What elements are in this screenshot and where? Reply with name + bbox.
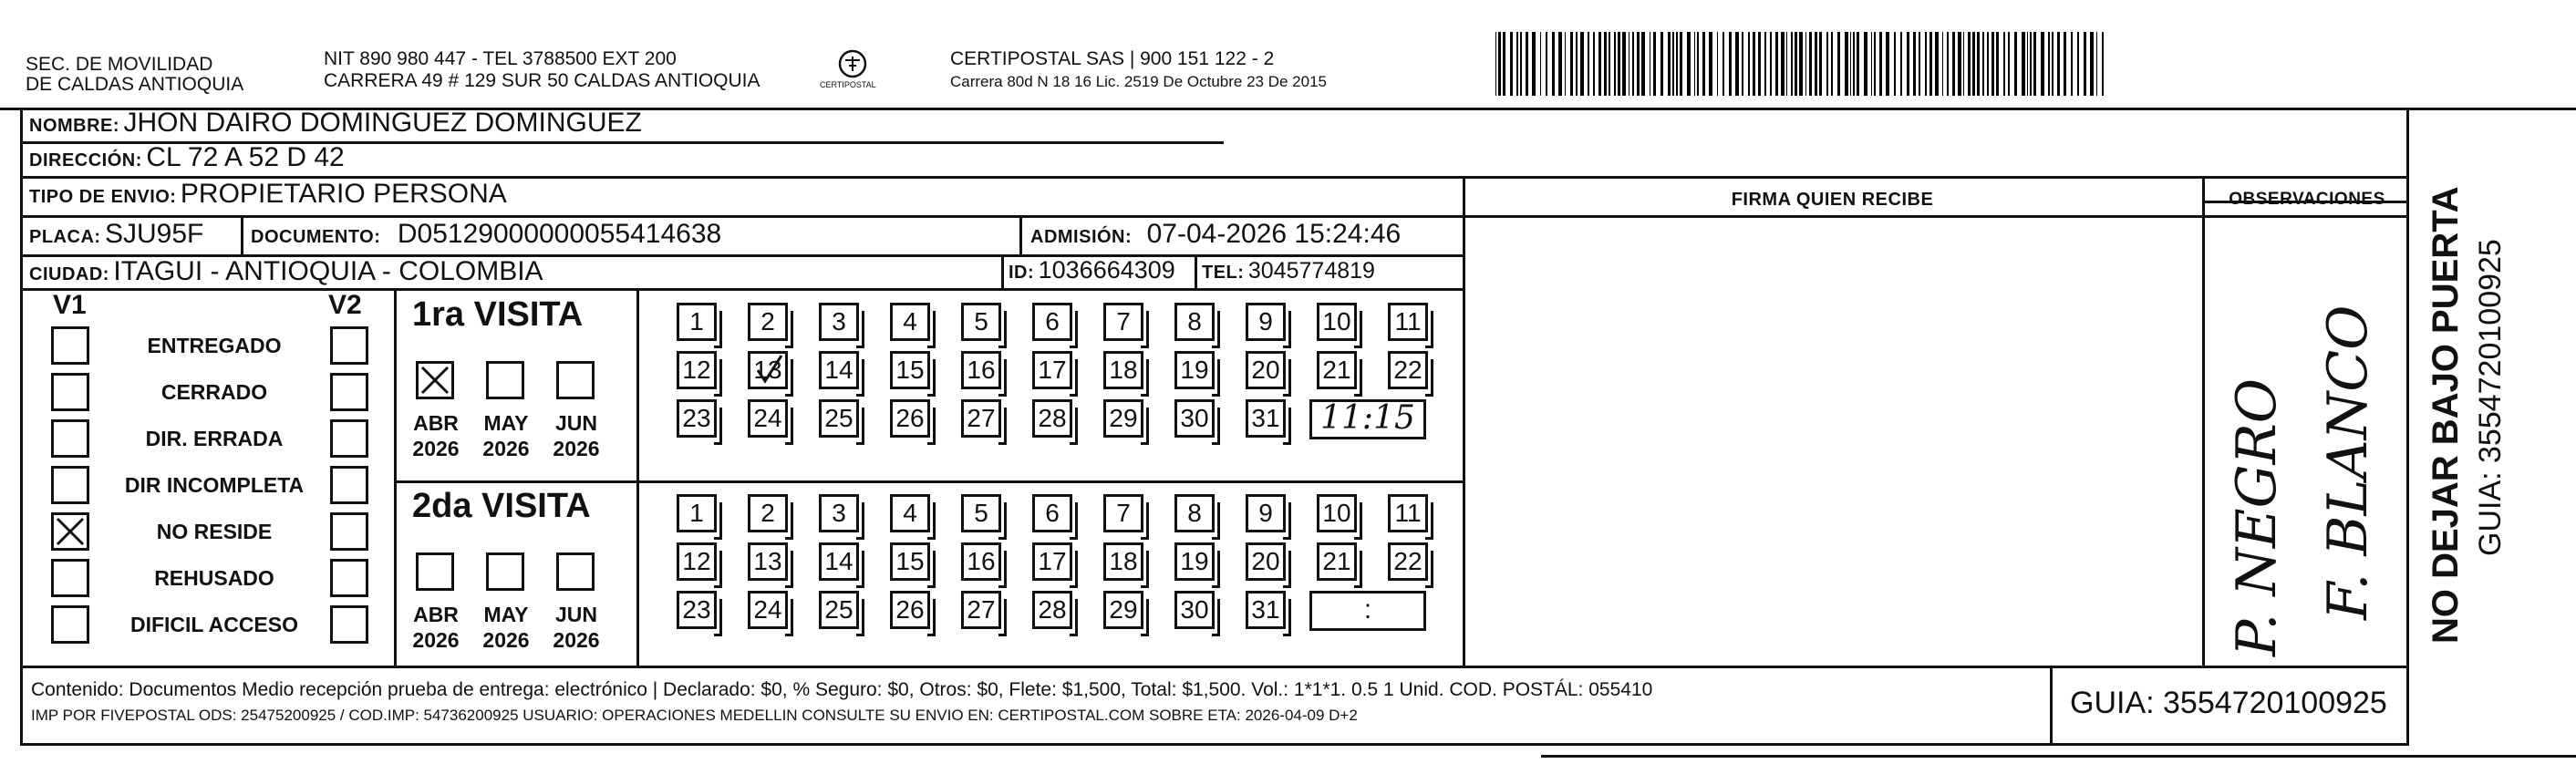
day-box[interactable]: 17	[1032, 542, 1072, 581]
status-label: DIR. ERRADA	[145, 427, 284, 450]
barcode-bar	[1498, 32, 1500, 96]
time-box[interactable]: 11:15	[1309, 399, 1426, 439]
day-box[interactable]: 4	[890, 303, 930, 341]
barcode-bar	[2022, 32, 2025, 96]
barcode-bar	[1576, 32, 1578, 96]
barcode-bar	[1717, 32, 1718, 96]
barcode-bar	[2014, 32, 2017, 96]
barcode-bar	[1791, 32, 1793, 96]
visit-divider	[394, 480, 1463, 483]
barcode-bar	[1900, 32, 1902, 96]
nombre-value: JHON DAIRO DOMINGUEZ DOMINGUEZ	[123, 108, 642, 138]
month-name: JUN	[554, 411, 597, 435]
day-box[interactable]: 1	[677, 494, 717, 532]
barcode-bar	[2064, 32, 2067, 96]
tel-label: TEL:	[1202, 263, 1245, 283]
barcode-bar	[2057, 32, 2060, 96]
direccion-row	[29, 142, 345, 173]
month-year: 2026	[553, 628, 600, 652]
barcode-bar	[1853, 32, 1855, 96]
day-box[interactable]: 16	[961, 542, 1001, 581]
barcode-bar	[1723, 32, 1724, 96]
barcode-bar	[1972, 32, 1975, 96]
day-box[interactable]: 21	[1317, 542, 1357, 581]
id-row	[1009, 256, 1175, 284]
logo-text: CERTIPOSTAL	[820, 80, 876, 89]
day-box[interactable]: 20	[1246, 351, 1286, 389]
barcode-bar	[1641, 32, 1645, 96]
barcode-bar	[2090, 32, 2094, 96]
status-label: REHUSADO	[154, 566, 274, 590]
v2-checkbox[interactable]	[330, 373, 368, 411]
placa-row	[29, 219, 203, 250]
status-label: NO RESIDE	[156, 520, 273, 543]
v1-checkbox[interactable]	[51, 559, 89, 597]
barcode-bar	[1837, 32, 1840, 96]
month-name: MAY	[483, 411, 529, 435]
day-box[interactable]: 11	[1388, 303, 1428, 341]
day-box[interactable]: 27	[961, 399, 1001, 438]
barcode-bar	[1637, 32, 1640, 96]
barcode-bar	[1977, 32, 1981, 96]
barcode-bar	[1672, 32, 1673, 96]
barcode-bar	[1996, 32, 2000, 96]
license-line: Carrera 80d N 18 16 Lic. 2519 De Octubre 23 De 2015	[950, 73, 1327, 90]
id-value: 1036664309	[1038, 256, 1175, 284]
barcode-bar	[1942, 32, 1943, 96]
barcode-bar	[1687, 32, 1691, 96]
day-box[interactable]: 3	[819, 303, 859, 341]
barcode-bar	[1764, 32, 1765, 96]
day-box[interactable]: 13	[748, 542, 788, 581]
barcode-bar	[1570, 32, 1572, 96]
barcode-bar	[1775, 32, 1778, 96]
month-name: JUN	[554, 603, 597, 626]
day-box[interactable]: 23	[677, 591, 717, 629]
admision-value: 07-04-2026 15:24:46	[1146, 219, 1402, 249]
day-box[interactable]: 13	[748, 351, 788, 389]
barcode-bar	[1558, 32, 1562, 96]
barcode-bar	[1565, 32, 1566, 96]
barcode-bar	[1907, 32, 1909, 96]
org-name-line2: DE CALDAS ANTIOQUIA	[26, 74, 244, 95]
col-line	[1195, 254, 1197, 288]
v2-label: V2	[328, 290, 362, 320]
bottom-rule	[1541, 755, 2576, 758]
barcode-bar	[2052, 32, 2054, 96]
status-label: ENTREGADO	[147, 334, 282, 357]
barcode-bar	[1680, 32, 1682, 96]
direccion-label: DIRECCIÓN:	[29, 150, 142, 170]
day-box[interactable]: 4	[890, 494, 930, 532]
barcode-bar	[1632, 32, 1634, 96]
barcode-bar	[1871, 32, 1872, 96]
day-box[interactable]: 19	[1174, 351, 1215, 389]
day-box[interactable]: 10	[1317, 494, 1357, 532]
day-box[interactable]: 7	[1103, 303, 1143, 341]
barcode-bar	[2008, 32, 2010, 96]
col-line	[636, 288, 639, 666]
nombre-row	[29, 108, 642, 139]
col-line	[1463, 176, 1465, 666]
observaciones-header: OBSERVACIONES	[2229, 190, 2385, 209]
ciudad-value: ITAGUI - ANTIOQUIA - COLOMBIA	[113, 256, 543, 286]
month-year: 2026	[482, 628, 530, 652]
placa-label: PLACA:	[29, 227, 101, 247]
nombre-label: NOMBRE:	[29, 116, 120, 136]
barcode-bar	[1929, 32, 1932, 96]
documento-label: DOCUMENTO:	[251, 227, 381, 247]
barcode-bar	[1660, 32, 1663, 96]
day-box[interactable]: 15	[890, 351, 930, 389]
barcode-bar	[1604, 32, 1608, 96]
day-box[interactable]: 5	[961, 494, 1001, 532]
barcode-bar	[1735, 32, 1739, 96]
month-year: 2026	[412, 437, 460, 460]
day-box[interactable]: 10	[1317, 303, 1357, 341]
day-box[interactable]: 29	[1103, 399, 1143, 438]
v2-checkbox[interactable]	[330, 466, 368, 504]
month-name: ABR	[413, 411, 459, 435]
barcode-bar	[1532, 32, 1536, 96]
day-box[interactable]: 25	[819, 591, 859, 629]
barcode-bar	[1668, 32, 1671, 96]
col-line	[394, 288, 397, 666]
barcode-bar	[1968, 32, 1970, 96]
day-box[interactable]: 9	[1246, 303, 1286, 341]
firma-header-line	[1463, 215, 2409, 218]
barcode-bar	[1495, 32, 1496, 96]
barcode-bar	[2048, 32, 2049, 96]
col-line	[2202, 176, 2205, 666]
barcode-bar	[1864, 32, 1867, 96]
tel-value: 3045774819	[1247, 258, 1375, 284]
second-visit-title: 2da VISITA	[412, 487, 591, 525]
status-label: DIR INCOMPLETA	[124, 473, 305, 497]
barcode-bar	[1546, 32, 1547, 96]
status-label: DIFICIL ACCESO	[129, 613, 298, 636]
barcode-bar	[1753, 32, 1755, 96]
day-box[interactable]: 24	[748, 591, 788, 629]
direccion-value: CL 72 A 52 D 42	[146, 142, 345, 172]
barcode-bar	[1676, 32, 1678, 96]
v2-checkbox[interactable]	[330, 559, 368, 597]
barcode-bar	[1697, 32, 1699, 96]
v1-checkbox[interactable]	[51, 466, 89, 504]
tipo-row	[29, 179, 507, 210]
col-line	[241, 215, 243, 254]
footer-guia: GUIA: 3554720100925	[2070, 686, 2387, 720]
barcode-bar	[2030, 32, 2032, 96]
sender-address: CARRERA 49 # 129 SUR 50 CALDAS ANTIOQUIA	[324, 70, 760, 91]
day-box[interactable]: 11	[1388, 494, 1428, 532]
barcode-bar	[1805, 32, 1806, 96]
day-box[interactable]: 8	[1174, 303, 1215, 341]
nit-line: NIT 890 980 447 - TEL 3788500 EXT 200	[324, 48, 677, 69]
barcode-bar	[1520, 32, 1522, 96]
month-checkbox[interactable]	[556, 552, 595, 591]
day-box[interactable]: 19	[1174, 542, 1215, 581]
col-line	[1001, 254, 1004, 288]
month-checkbox[interactable]	[486, 361, 524, 399]
print-info-line: IMP POR FIVEPOSTAL ODS: 25475200925 / COD.IMP: 54736200925 USUARIO: OPERACIONES MEDELLIN CONSULTE SU ENVIO EN: CERTIPOSTAL.COM SOBRE ETA: 2026-04-09 D+2	[31, 707, 1358, 724]
day-box[interactable]: 22	[1388, 542, 1428, 581]
firma-header: FIRMA QUIEN RECIBE	[1731, 190, 1934, 210]
v1-label: V1	[53, 290, 87, 320]
day-box[interactable]: 26	[890, 399, 930, 438]
day-box[interactable]: 24	[748, 399, 788, 438]
barcode-bar	[1874, 32, 1876, 96]
barcode-bar	[1540, 32, 1541, 96]
day-box[interactable]: 9	[1246, 494, 1286, 532]
day-box[interactable]: 15	[890, 542, 930, 581]
month-label	[544, 602, 608, 653]
tipo-label: TIPO DE ENVIO:	[29, 187, 177, 207]
barcode-bar	[1925, 32, 1927, 96]
v1-checkbox[interactable]	[51, 512, 89, 551]
org-name-line1: SEC. DE MOVILIDAD	[26, 54, 213, 75]
barcode-bar	[1593, 32, 1595, 96]
barcode-bar	[1952, 32, 1955, 96]
barcode	[1495, 32, 2106, 96]
barcode-bar	[1886, 32, 1889, 96]
barcode-bar	[1799, 32, 1803, 96]
contents-line: Contenido: Documentos Medio recepción prueba de entrega: electrónico | Declarado: $0, % Seguro: $0, Otros: $0, Flete: $1,500, Total: $1,500. Vol.: 1*1*1. 0.5 1 Unid. COD. POSTÁL: 055410	[31, 679, 1653, 700]
barcode-bar	[2077, 32, 2079, 96]
day-box[interactable]: 1	[677, 303, 717, 341]
month-year: 2026	[553, 437, 600, 460]
month-checkbox[interactable]	[486, 552, 524, 591]
row-line	[20, 288, 1463, 291]
barcode-bar	[2096, 32, 2097, 96]
month-name: ABR	[413, 603, 459, 626]
v2-checkbox[interactable]	[330, 419, 368, 458]
v1-checkbox[interactable]	[51, 419, 89, 458]
barcode-bar	[1702, 32, 1705, 96]
month-year: 2026	[412, 628, 460, 652]
barcode-bar	[1614, 32, 1616, 96]
id-label: ID:	[1009, 263, 1035, 283]
v2-checkbox[interactable]	[330, 326, 368, 365]
admision-label: ADMISIÓN:	[1030, 227, 1133, 247]
day-box[interactable]: 25	[819, 399, 859, 438]
day-box[interactable]: 6	[1032, 494, 1072, 532]
day-box[interactable]: 21	[1317, 351, 1357, 389]
barcode-bar	[1982, 32, 1983, 96]
barcode-bar	[1526, 32, 1528, 96]
barcode-bar	[1795, 32, 1797, 96]
barcode-bar	[1958, 32, 1961, 96]
barcode-bar	[1618, 32, 1620, 96]
barcode-bar	[2102, 32, 2104, 96]
month-checkbox[interactable]	[416, 552, 454, 591]
day-box[interactable]: 22	[1388, 351, 1428, 389]
day-box[interactable]: 27	[961, 591, 1001, 629]
day-box[interactable]: 2	[748, 494, 788, 532]
day-box[interactable]: 18	[1103, 542, 1143, 581]
observation-handwriting-1: P. NEGRO	[2225, 378, 2289, 656]
day-box[interactable]: 8	[1174, 494, 1215, 532]
day-box[interactable]: 28	[1032, 399, 1072, 438]
month-label	[474, 602, 538, 653]
status-label: CERRADO	[160, 380, 268, 404]
barcode-bar	[2033, 32, 2036, 96]
barcode-bar	[1598, 32, 1601, 96]
month-label	[404, 602, 468, 653]
day-box[interactable]: 18	[1103, 351, 1143, 389]
barcode-bar	[2041, 32, 2044, 96]
month-checkbox[interactable]	[556, 361, 595, 399]
documento-row	[251, 219, 721, 250]
month-label	[544, 410, 608, 461]
placa-value: SJU95F	[105, 219, 204, 249]
barcode-bar	[1748, 32, 1750, 96]
barcode-bar	[1809, 32, 1811, 96]
col-line	[1019, 215, 1022, 254]
ciudad-row	[29, 256, 543, 287]
barcode-bar	[2071, 32, 2072, 96]
barcode-bar	[1913, 32, 1917, 96]
tipo-value: PROPIETARIO PERSONA	[180, 179, 507, 209]
barcode-bar	[1845, 32, 1848, 96]
day-box[interactable]: 14	[819, 542, 859, 581]
barcode-bar	[1742, 32, 1743, 96]
barcode-bar	[1831, 32, 1833, 96]
v2-checkbox[interactable]	[330, 605, 368, 644]
admision-row	[1030, 219, 1401, 250]
barcode-bar	[1516, 32, 1517, 96]
day-box[interactable]: 29	[1103, 591, 1143, 629]
v2-checkbox[interactable]	[330, 512, 368, 551]
ciudad-label: CIUDAD:	[29, 264, 109, 284]
barcode-bar	[1653, 32, 1655, 96]
barcode-bar	[1850, 32, 1851, 96]
barcode-bar	[1991, 32, 1994, 96]
day-box[interactable]: 17	[1032, 351, 1072, 389]
v1-checkbox[interactable]	[51, 605, 89, 644]
v1-checkbox[interactable]	[51, 326, 89, 365]
day-box[interactable]: 30	[1174, 399, 1215, 438]
day-box[interactable]: 7	[1103, 494, 1143, 532]
documento-value: D05129000000055414638	[397, 219, 722, 249]
first-visit-title: 1ra VISITA	[412, 295, 584, 334]
day-box[interactable]: 31	[1246, 591, 1286, 629]
side-warning: NO DEJAR BAJO PUERTA	[2426, 186, 2466, 644]
v1-checkbox[interactable]	[51, 373, 89, 411]
day-box[interactable]: 6	[1032, 303, 1072, 341]
barcode-bar	[1622, 32, 1626, 96]
barcode-bar	[1987, 32, 1989, 96]
barcode-bar	[1758, 32, 1762, 96]
barcode-bar	[1786, 32, 1787, 96]
day-box[interactable]: 14	[819, 351, 859, 389]
barcode-bar	[1857, 32, 1859, 96]
observation-handwriting-2: F. BLANCO	[2316, 305, 2380, 620]
barcode-bar	[1503, 32, 1505, 96]
barcode-bar	[1879, 32, 1882, 96]
day-box[interactable]: 23	[677, 399, 717, 438]
barcode-bar	[2084, 32, 2086, 96]
day-box[interactable]: 2	[748, 303, 788, 341]
day-box[interactable]: 20	[1246, 542, 1286, 581]
tel-row	[1202, 258, 1375, 284]
month-label	[474, 410, 538, 461]
barcode-bar	[1894, 32, 1895, 96]
barcode-bar	[1815, 32, 1817, 96]
day-box[interactable]: 12	[677, 351, 717, 389]
day-box[interactable]: 16	[961, 351, 1001, 389]
day-box[interactable]: 12	[677, 542, 717, 581]
month-label	[404, 410, 468, 461]
day-box[interactable]: 30	[1174, 591, 1215, 629]
barcode-bar	[1580, 32, 1584, 96]
barcode-bar	[1819, 32, 1823, 96]
barcode-bar	[1826, 32, 1827, 96]
barcode-bar	[2027, 32, 2028, 96]
barcode-bar	[1935, 32, 1939, 96]
barcode-bar	[1781, 32, 1785, 96]
day-box[interactable]: 26	[890, 591, 930, 629]
day-box[interactable]: 5	[961, 303, 1001, 341]
col-line	[2050, 666, 2053, 746]
barcode-bar	[1770, 32, 1772, 96]
side-guia: GUIA: 3554720100925	[2473, 239, 2508, 556]
company-line: CERTIPOSTAL SAS | 900 151 122 - 2	[950, 48, 1275, 69]
day-box[interactable]: 31	[1246, 399, 1286, 438]
month-checkbox[interactable]	[416, 361, 454, 399]
barcode-bar	[1552, 32, 1555, 96]
day-box[interactable]: 28	[1032, 591, 1072, 629]
time-box[interactable]: :	[1309, 591, 1426, 631]
barcode-bar	[1694, 32, 1695, 96]
barcode-bar	[1510, 32, 1514, 96]
barcode-bar	[1963, 32, 1964, 96]
barcode-bar	[1947, 32, 1949, 96]
barcode-bar	[1729, 32, 1732, 96]
month-year: 2026	[482, 437, 530, 460]
certipostal-logo	[820, 44, 880, 98]
day-box[interactable]: 3	[819, 494, 859, 532]
month-name: MAY	[483, 603, 529, 626]
barcode-bar	[1709, 32, 1712, 96]
barcode-bar	[2003, 32, 2004, 96]
